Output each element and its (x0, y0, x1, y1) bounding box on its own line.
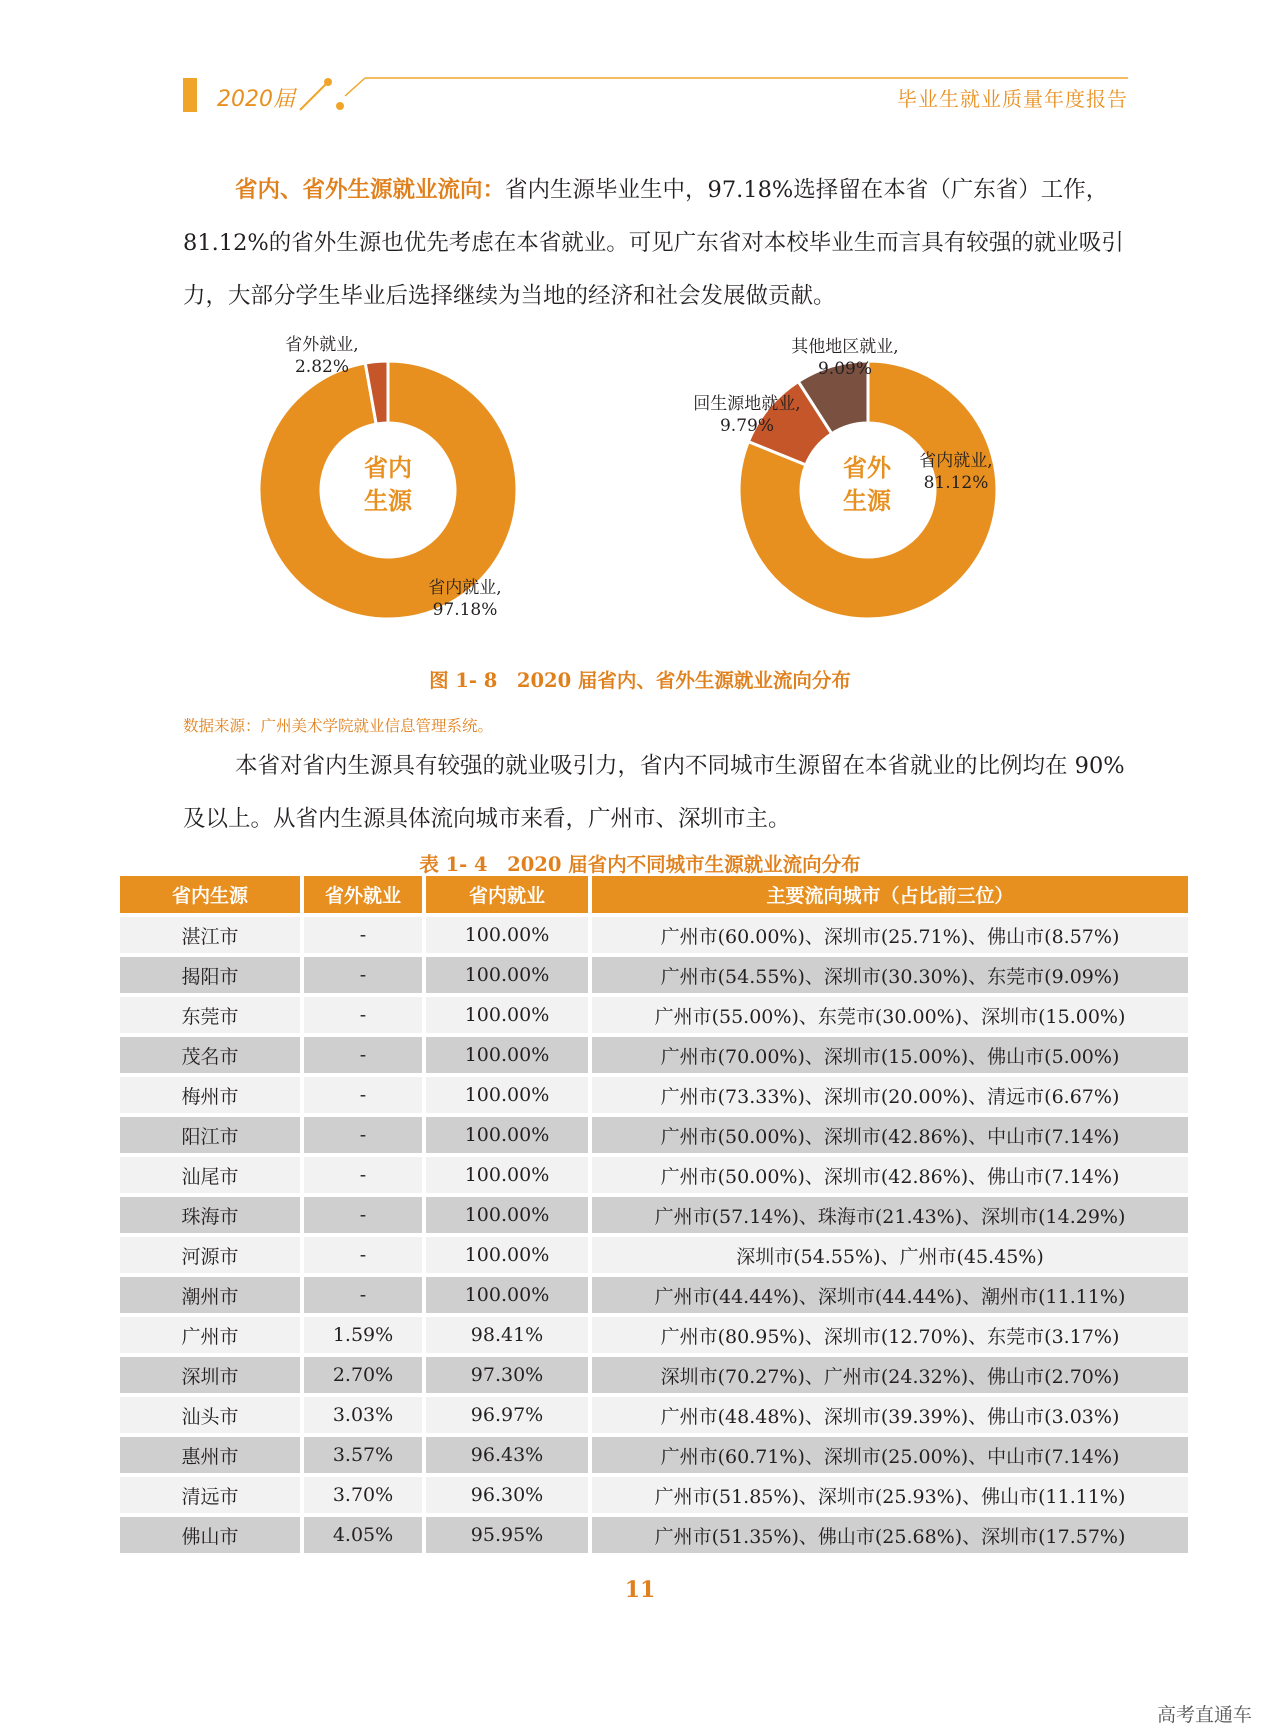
cell-outside-rate: - (304, 953, 426, 993)
label-home-region (672, 393, 822, 437)
cell-outside-rate: 4.05% (304, 1513, 426, 1553)
table-row (120, 913, 1188, 953)
table-row (120, 993, 1188, 1033)
center-line-2: 生源 (364, 487, 412, 515)
table-row (120, 1153, 1188, 1193)
cell-outside-rate: - (304, 913, 426, 953)
cell-source-city: 汕尾市 (120, 1153, 304, 1193)
cell-inside-rate: 100.00% (426, 1233, 592, 1273)
data-source: 数据来源：广州美术学院就业信息管理系统。 (183, 717, 494, 735)
table-row (120, 1353, 1188, 1393)
table-row (120, 1393, 1188, 1433)
cell-outside-rate: - (304, 1193, 426, 1233)
label-name: 省内就业, (428, 578, 502, 598)
cell-source-city: 深圳市 (120, 1353, 304, 1393)
cell-main-cities: 广州市(50.00%)、深圳市(42.86%)、中山市(7.14%) (592, 1113, 1188, 1153)
cell-source-city: 潮州市 (120, 1273, 304, 1313)
table-row (120, 1513, 1188, 1553)
cell-main-cities: 广州市(48.48%)、深圳市(39.39%)、佛山市(3.03%) (592, 1393, 1188, 1433)
cell-outside-rate: - (304, 1153, 426, 1193)
label-value: 81.12% (923, 473, 989, 493)
label-value: 9.09% (817, 359, 872, 379)
donut-charts (0, 0, 1280, 660)
table-row (120, 1473, 1188, 1513)
cell-inside-rate: 97.30% (426, 1353, 592, 1393)
cell-main-cities: 广州市(60.00%)、深圳市(25.71%)、佛山市(8.57%) (592, 913, 1188, 953)
label-name: 回生源地就业, (693, 394, 801, 414)
center-line-2: 生源 (843, 487, 891, 515)
donut-center-label-1 (343, 452, 433, 518)
cell-inside-rate: 100.00% (426, 1033, 592, 1073)
second-paragraph: 本省对省内生源具有较强的就业吸引力，省内不同城市生源留在本省就业的比例均在 90%及以上。从省内生源具体流向城市来看，广州市、深圳市主。 (183, 753, 1125, 832)
cell-main-cities: 广州市(73.33%)、深圳市(20.00%)、清远市(6.67%) (592, 1073, 1188, 1113)
cell-source-city: 湛江市 (120, 913, 304, 953)
table-row (120, 953, 1188, 993)
table-row (120, 1233, 1188, 1273)
cell-source-city: 汕头市 (120, 1393, 304, 1433)
cell-inside-rate: 100.00% (426, 1073, 592, 1113)
table-row (120, 1033, 1188, 1073)
cell-source-city: 珠海市 (120, 1193, 304, 1233)
table-header-row (120, 876, 1188, 913)
cell-inside-rate: 96.43% (426, 1433, 592, 1473)
label-in-province (405, 577, 525, 621)
cell-source-city: 阳江市 (120, 1113, 304, 1153)
cell-main-cities: 广州市(55.00%)、东莞市(30.00%)、深圳市(15.00%) (592, 993, 1188, 1033)
cell-main-cities: 广州市(51.35%)、佛山市(25.68%)、深圳市(17.57%) (592, 1513, 1188, 1553)
watermark: 高考直通车 (1156, 1704, 1252, 1726)
cell-main-cities: 广州市(80.95%)、深圳市(12.70%)、东莞市(3.17%) (592, 1313, 1188, 1353)
cell-outside-rate: 3.70% (304, 1473, 426, 1513)
col-header-source: 省内生源 (120, 876, 304, 913)
city-flow-table (120, 876, 1188, 1553)
cell-source-city: 梅州市 (120, 1073, 304, 1113)
label-name: 省内就业, (919, 451, 993, 471)
center-line-1: 省外 (843, 454, 891, 482)
figure-caption: 图 1- 8 2020 届省内、省外生源就业流向分布 (429, 669, 851, 692)
cell-source-city: 清远市 (120, 1473, 304, 1513)
label-other-region (770, 336, 920, 380)
header-year: 2020届 (217, 87, 295, 112)
cell-main-cities: 深圳市(54.55%)、广州市(45.45%) (592, 1233, 1188, 1273)
col-header-cities: 主要流向城市（占比前三位） (592, 876, 1188, 913)
cell-source-city: 东莞市 (120, 993, 304, 1033)
table-row (120, 1193, 1188, 1233)
cell-inside-rate: 100.00% (426, 1153, 592, 1193)
cell-main-cities: 广州市(51.85%)、深圳市(25.93%)、佛山市(11.11%) (592, 1473, 1188, 1513)
cell-inside-rate: 100.00% (426, 953, 592, 993)
header-title: 毕业生就业质量年度报告 (897, 87, 1128, 111)
cell-inside-rate: 96.97% (426, 1393, 592, 1433)
cell-outside-rate: - (304, 1273, 426, 1313)
center-line-1: 省内 (364, 454, 412, 482)
col-header-outside: 省外就业 (304, 876, 426, 913)
cell-outside-rate: - (304, 1233, 426, 1273)
cell-outside-rate: 2.70% (304, 1353, 426, 1393)
paragraph-lead: 省内、省外生源就业流向： (235, 177, 506, 203)
cell-inside-rate: 100.00% (426, 1273, 592, 1313)
label-value: 97.18% (432, 600, 498, 620)
cell-inside-rate: 95.95% (426, 1513, 592, 1553)
cell-outside-rate: - (304, 1113, 426, 1153)
table-row (120, 1273, 1188, 1313)
cell-outside-rate: - (304, 1033, 426, 1073)
label-name: 其他地区就业, (791, 337, 899, 357)
cell-main-cities: 广州市(57.14%)、珠海市(21.43%)、深圳市(14.29%) (592, 1193, 1188, 1233)
table-row (120, 1073, 1188, 1113)
label-in-province-2 (896, 450, 1016, 494)
table-row (120, 1433, 1188, 1473)
cell-inside-rate: 96.30% (426, 1473, 592, 1513)
cell-source-city: 佛山市 (120, 1513, 304, 1553)
cell-main-cities: 广州市(44.44%)、深圳市(44.44%)、潮州市(11.11%) (592, 1273, 1188, 1313)
cell-inside-rate: 100.00% (426, 993, 592, 1033)
cell-source-city: 惠州市 (120, 1433, 304, 1473)
cell-main-cities: 深圳市(70.27%)、广州市(24.32%)、佛山市(2.70%) (592, 1353, 1188, 1393)
cell-outside-rate: 3.57% (304, 1433, 426, 1473)
cell-inside-rate: 100.00% (426, 1113, 592, 1153)
label-name: 省外就业, (285, 335, 359, 355)
label-value: 2.82% (294, 357, 349, 377)
cell-inside-rate: 98.41% (426, 1313, 592, 1353)
col-header-inside: 省内就业 (426, 876, 592, 913)
label-outside-province (262, 334, 382, 378)
cell-outside-rate: - (304, 993, 426, 1033)
cell-outside-rate: - (304, 1073, 426, 1113)
page-number: 11 (624, 1577, 656, 1603)
cell-source-city: 河源市 (120, 1233, 304, 1273)
label-value: 9.79% (719, 416, 774, 436)
cell-inside-rate: 100.00% (426, 913, 592, 953)
cell-source-city: 揭阳市 (120, 953, 304, 993)
cell-main-cities: 广州市(70.00%)、深圳市(15.00%)、佛山市(5.00%) (592, 1033, 1188, 1073)
cell-source-city: 广州市 (120, 1313, 304, 1353)
cell-main-cities: 广州市(60.71%)、深圳市(25.00%)、中山市(7.14%) (592, 1433, 1188, 1473)
cell-source-city: 茂名市 (120, 1033, 304, 1073)
cell-main-cities: 广州市(50.00%)、深圳市(42.86%)、佛山市(7.14%) (592, 1153, 1188, 1193)
table-row (120, 1113, 1188, 1153)
cell-outside-rate: 3.03% (304, 1393, 426, 1433)
paragraph-body: 省内生源毕业生中，97.18%选择留在本省（广东省）工作，81.12%的省外生源也优先考虑在本省就业。可见广东省对本校毕业生而言具有较强的就业吸引力，大部分学生毕业后选择继续为当地的经济和社会发展做贡献。 (183, 177, 1124, 309)
table-row (120, 1313, 1188, 1353)
table-caption: 表 1- 4 2020 届省内不同城市生源就业流向分布 (419, 853, 861, 876)
cell-outside-rate: 1.59% (304, 1313, 426, 1353)
cell-main-cities: 广州市(54.55%)、深圳市(30.30%)、东莞市(9.09%) (592, 953, 1188, 993)
cell-inside-rate: 100.00% (426, 1193, 592, 1233)
